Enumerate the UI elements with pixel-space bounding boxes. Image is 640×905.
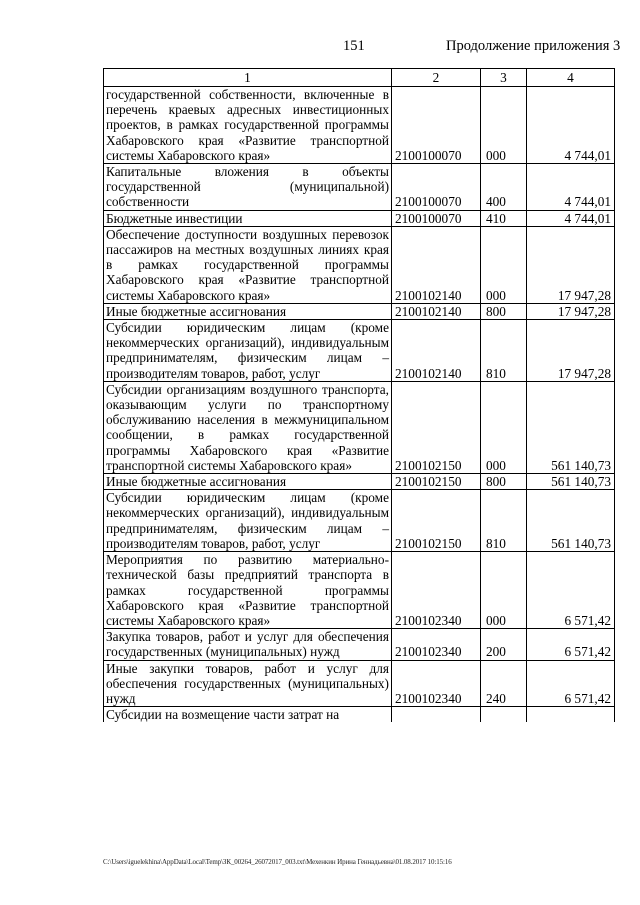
table-row (104, 320, 615, 382)
row-code: 2100102140 (392, 303, 481, 319)
row-code: 2100102140 (392, 226, 481, 303)
row-amount: 561 140,73 (527, 474, 615, 490)
row-expense-type: 810 (481, 490, 527, 552)
row-expense-type: 410 (481, 210, 527, 226)
row-expense-type: 000 (481, 552, 527, 629)
row-amount: 6 571,42 (527, 629, 615, 660)
row-amount: 561 140,73 (527, 490, 615, 552)
row-description: Субсидии организациям воздушного транспорта, оказывающим услуги по транспортному обслуживанию населения в межмуниципальном сообщении, в рамках государственной программы Хабаровского края «Развитие транспортной системы Хабаровского края» (104, 381, 392, 473)
row-expense-type: 800 (481, 303, 527, 319)
row-description: Бюджетные инвестиции (104, 210, 392, 226)
row-description: Обеспечение доступности воздушных перевозок пассажиров на местных воздушных линиях края в рамках государственной программы Хабаровского края «Развитие транспортной системы Хабаровского края» (104, 226, 392, 303)
row-amount (527, 707, 615, 723)
row-description: Субсидии на возмещение части затрат на (104, 707, 392, 723)
row-amount: 4 744,01 (527, 210, 615, 226)
row-code: 2100102150 (392, 381, 481, 473)
column-header: 3 (481, 69, 527, 87)
table-row (104, 226, 615, 303)
table-row (104, 303, 615, 319)
row-description: Иные закупки товаров, работ и услуг для обеспечения государственных (муниципальных) нужд (104, 660, 392, 707)
row-code: 2100100070 (392, 164, 481, 211)
row-description: Иные бюджетные ассигнования (104, 303, 392, 319)
row-description: государственной собственности, включенные в перечень краевых адресных инвестиционных проектов, в рамках государственной программы Хабаровского края «Развитие транспортной системы Хабаровского края» (104, 87, 392, 164)
row-code: 2100102340 (392, 629, 481, 660)
row-amount: 17 947,28 (527, 303, 615, 319)
row-expense-type: 000 (481, 87, 527, 164)
table-row (104, 210, 615, 226)
row-amount: 561 140,73 (527, 381, 615, 473)
row-description: Закупка товаров, работ и услуг для обеспечения государственных (муниципальных) нужд (104, 629, 392, 660)
table-row (104, 552, 615, 629)
row-amount: 17 947,28 (527, 226, 615, 303)
row-description: Капитальные вложения в объекты государственной (муниципальной) собственности (104, 164, 392, 211)
row-amount: 6 571,42 (527, 660, 615, 707)
budget-table (103, 68, 615, 722)
column-header: 2 (392, 69, 481, 87)
row-code: 2100100070 (392, 210, 481, 226)
page-number: 151 (343, 38, 365, 54)
row-description: Субсидии юридическим лицам (кроме некоммерческих организаций), индивидуальным предпринимателям, физическим лицам – производителям товаров, работ, услуг (104, 320, 392, 382)
row-description: Субсидии юридическим лицам (кроме некоммерческих организаций), индивидуальным предпринимателям, физическим лицам – производителям товаров, работ, услуг (104, 490, 392, 552)
row-code: 2100102150 (392, 490, 481, 552)
table-row (104, 164, 615, 211)
table-row (104, 381, 615, 473)
row-expense-type (481, 707, 527, 723)
table-row (104, 660, 615, 707)
table-header-row (104, 69, 615, 87)
continuation-label: Продолжение приложения 3 (446, 38, 621, 54)
row-expense-type: 400 (481, 164, 527, 211)
row-code: 2100102140 (392, 320, 481, 382)
row-expense-type: 800 (481, 474, 527, 490)
row-expense-type: 000 (481, 381, 527, 473)
table-row (104, 87, 615, 164)
column-header: 1 (104, 69, 392, 87)
row-code: 2100102340 (392, 660, 481, 707)
column-header: 4 (527, 69, 615, 87)
row-expense-type: 810 (481, 320, 527, 382)
file-path-footer: C:\Users\iguelekhina\AppData\Local\Temp\ЗК_00264_26072017_003.txt\Мехенкин Ирина Геннадьевна\01.08.2017 10:15:16 (103, 858, 452, 866)
row-amount: 4 744,01 (527, 164, 615, 211)
row-amount: 4 744,01 (527, 87, 615, 164)
row-amount: 6 571,42 (527, 552, 615, 629)
table-row (104, 707, 615, 723)
row-code: 2100102340 (392, 552, 481, 629)
row-description: Мероприятия по развитию материально-технической базы предприятий транспорта в рамках государственной программы Хабаровского края «Развитие транспортной системы Хабаровского края» (104, 552, 392, 629)
row-amount: 17 947,28 (527, 320, 615, 382)
row-expense-type: 000 (481, 226, 527, 303)
table-row (104, 474, 615, 490)
row-code: 2100100070 (392, 87, 481, 164)
table-row (104, 629, 615, 660)
row-code (392, 707, 481, 723)
row-expense-type: 240 (481, 660, 527, 707)
row-description: Иные бюджетные ассигнования (104, 474, 392, 490)
row-code: 2100102150 (392, 474, 481, 490)
table-row (104, 490, 615, 552)
row-expense-type: 200 (481, 629, 527, 660)
